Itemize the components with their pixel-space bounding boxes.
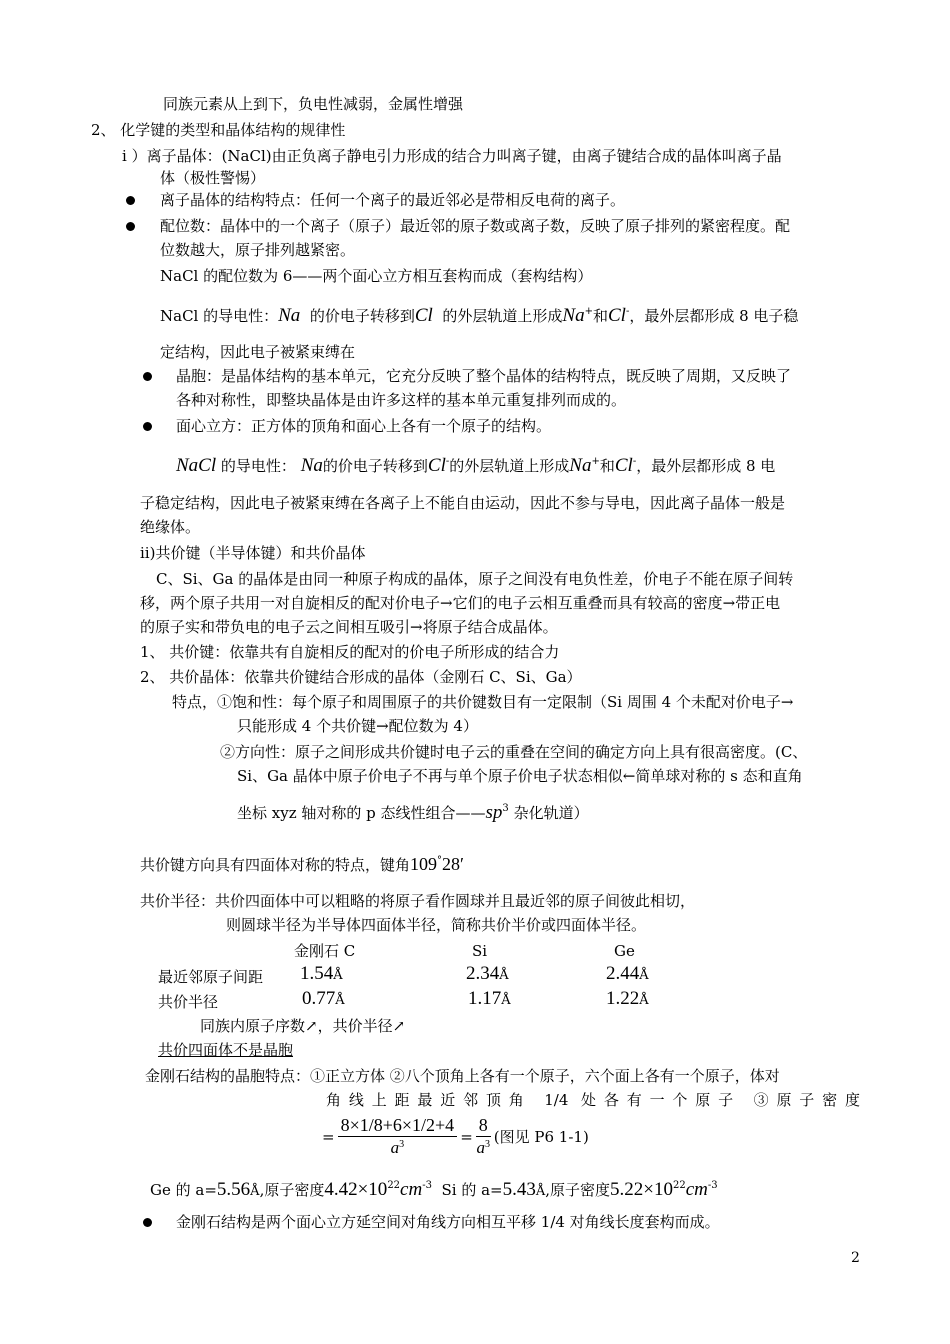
superscript: -3 <box>707 1180 718 1191</box>
text: ①正立方体 ②八个顶角上各有一个原子，六个面上各有一个原子，体对 <box>310 1067 780 1085</box>
value: 4.42×10 <box>324 1179 388 1200</box>
symbol-nacl: NaCl <box>176 455 217 476</box>
text: NaCl 的导电性： <box>160 307 279 325</box>
table-cell <box>302 988 345 1012</box>
angle-line <box>140 854 464 878</box>
bullet-text: 晶胞：是晶体结构的基本单元，它充分反映了整个晶体的结构特点，既反映了周期，又反映了 <box>176 367 792 385</box>
text-line: 同族内原子序数↗，共价半径↗ <box>200 1017 406 1035</box>
bullet-icon <box>143 1218 152 1227</box>
var-a: a <box>476 1138 486 1157</box>
text: 和 <box>599 457 615 475</box>
text: ,原子密度 <box>545 1181 611 1199</box>
text: 的导电性： <box>220 457 296 475</box>
superscript: - <box>625 306 630 317</box>
symbol-na: Na <box>278 305 301 326</box>
section-heading: 2、 化学键的类型和晶体结构的规律性 <box>91 121 346 139</box>
see-figure: (图见 P6 1-1) <box>493 1128 589 1146</box>
formula-line <box>176 456 775 479</box>
value: 5.56 <box>216 1179 251 1200</box>
value: 1.22 <box>606 988 640 1009</box>
text: 的价电子转移到 <box>309 307 415 325</box>
bullet-text-cont: 位数越大，原子排列越紧密。 <box>160 241 356 259</box>
text: 的外层轨道上形成 <box>442 307 563 325</box>
equals: = <box>460 1128 473 1146</box>
bullet-text: 金刚石结构是两个面心立方延空间对角线方向相互平移 1/4 对角线长度套构而成。 <box>176 1213 720 1231</box>
bullet-icon <box>126 196 135 205</box>
value: 2.44 <box>606 963 640 984</box>
unit: Å <box>499 968 509 983</box>
feature-line: 特点，①饱和性：每个原子和周围原子的共价键数目有一定限制（Si 周围 4 个未配对价电子→ <box>172 693 794 711</box>
superscript: + <box>584 306 593 317</box>
underlined-note: 共价四面体不是晶胞 <box>158 1041 294 1059</box>
table-cell <box>300 963 343 987</box>
table-col-header: Si <box>472 942 488 960</box>
symbol-cl: Cl <box>427 455 446 476</box>
density-formula <box>322 1114 589 1162</box>
denominator <box>476 1137 491 1162</box>
table-cell <box>606 988 649 1012</box>
bullet-icon <box>143 372 152 381</box>
text: Si 的 a= <box>441 1181 503 1199</box>
text: 坐标 xyz 轴对称的 p 态线性组合—— <box>237 804 486 822</box>
text-line: 角线上距最近邻顶角 1/4 处各有一个原子 ③原子密度 <box>326 1091 860 1109</box>
fraction <box>476 1114 491 1162</box>
table-cell <box>468 988 511 1012</box>
value: 5.22×10 <box>610 1179 674 1200</box>
text-line <box>145 1066 780 1086</box>
bullet-text-cont: 各种对称性，即整块晶体是由许多这样的基本单元重复排列而成的。 <box>176 391 627 409</box>
bullet-icon <box>143 422 152 431</box>
value: 2.34 <box>466 963 500 984</box>
text: ,原子密度 <box>259 1181 325 1199</box>
value: 1.17 <box>468 988 502 1009</box>
symbol-cl: Cl <box>414 305 433 326</box>
table-cell <box>606 963 649 987</box>
value: 0.77 <box>302 988 336 1009</box>
degree-mark: ° <box>437 855 443 866</box>
table-row-label: 最近邻原子间距 <box>158 968 264 986</box>
table-col-header: Ge <box>614 942 635 960</box>
unit: Å <box>250 1184 260 1199</box>
paragraph-line: 的原子实和带负电的电子云之间相互吸引→将原子结合成晶体。 <box>140 618 558 636</box>
unit: Å <box>639 993 649 1008</box>
page-number: 2 <box>851 1250 860 1266</box>
text: 的外层轨道上形成 <box>449 457 570 475</box>
symbol-sp: sp <box>485 802 503 823</box>
bullet-icon <box>126 222 135 231</box>
symbol-na: Na <box>300 455 323 476</box>
unit: cm <box>685 1179 708 1200</box>
table-row-label: 共价半径 <box>158 993 219 1011</box>
feature-line: ②方向性：原子之间形成共价键时电子云的重叠在空间的确定方向上具有很高密度。(C、 <box>220 743 808 761</box>
superscript: 3 <box>485 1139 491 1150</box>
bullet-text: 面心立方：正方体的顶角和面心上各有一个原子的结构。 <box>176 417 552 435</box>
text-line: 则圆球半径为半导体四面体半径，简称共价半价或四面体半径。 <box>226 916 647 934</box>
symbol-cl: Cl <box>614 455 633 476</box>
text-line: 定结构，因此电子被紧束缚在 <box>160 343 356 361</box>
numerator: 8×1/8+6×1/2+4 <box>338 1114 458 1137</box>
ionic-title: i ）离子晶体：(NaCl)由正负离子静电引力形成的结合力叫离子键，由离子键结合成的晶体叫离子晶 <box>122 147 782 165</box>
text: 金刚石结构的晶胞特点： <box>145 1067 311 1085</box>
value: 1.54 <box>300 963 334 984</box>
text: Ge 的 a= <box>150 1181 217 1199</box>
superscript: - <box>632 456 637 467</box>
text: 和 <box>592 307 608 325</box>
text: ，最外层都形成 8 电 <box>636 457 776 475</box>
definition-line: 2、 共价晶体：依靠共价键结合形成的晶体（金刚石 C、Si、Ga） <box>140 668 582 686</box>
angle-value: 109 <box>410 854 438 874</box>
unit: cm <box>400 1179 423 1200</box>
superscript: 3 <box>399 1139 405 1150</box>
value: 5.43 <box>502 1179 536 1200</box>
fraction <box>338 1114 458 1162</box>
superscript: -3 <box>422 1180 432 1191</box>
bullet-text: 离子晶体的结构特点：任何一个离子的最近邻必是带相反电荷的离子。 <box>160 191 626 209</box>
text: 共价键方向具有四面体对称的特点，键角 <box>140 856 411 874</box>
var-a: a <box>390 1138 400 1157</box>
symbol-na: Na <box>569 455 592 476</box>
unit: Å <box>639 968 649 983</box>
symbol-cl: Cl <box>607 305 626 326</box>
ionic-title-cont: 体（极性警惕） <box>160 169 266 187</box>
unit: Å <box>335 993 345 1008</box>
density-line <box>150 1180 718 1203</box>
text: 的价电子转移到 <box>322 457 428 475</box>
unit: Å <box>501 993 511 1008</box>
unit: Å <box>535 1184 546 1199</box>
definition-line: 1、 共价键：依靠共有自旋相反的配对的价电子所形成的结合力 <box>140 643 560 661</box>
superscript: - <box>445 456 450 467</box>
superscript: 22 <box>387 1180 401 1191</box>
feature-line-cont: 只能形成 4 个共价键→配位数为 4） <box>237 717 478 735</box>
feature-line-cont <box>237 803 589 826</box>
text-line: NaCl 的配位数为 6——两个面心立方相互套构而成（套构结构） <box>160 267 593 285</box>
unit: Å <box>333 968 343 983</box>
text: ，最外层都形成 8 电子稳 <box>629 307 799 325</box>
paragraph-line: C、Si、Ga 的晶体是由同一种原子构成的晶体，原子之间没有电负性差，价电子不能在原子间转 <box>156 570 794 588</box>
section-subheading: ⅱ)共价键（半导体键）和共价晶体 <box>140 544 366 562</box>
equals: = <box>322 1128 335 1146</box>
text-line: 子稳定结构，因此电子被紧束缚在各离子上不能自由运动，因此不参与导电，因此离子晶体一般是 <box>140 494 786 512</box>
symbol-na: Na <box>562 305 585 326</box>
table-col-header: 金刚石 C <box>294 942 356 960</box>
text-line: 同族元素从上到下，负电性减弱，金属性增强 <box>163 95 464 113</box>
superscript: 3 <box>502 803 509 814</box>
formula-line <box>160 306 798 329</box>
table-cell <box>466 963 509 987</box>
superscript: + <box>591 456 600 467</box>
bullet-text: 配位数：晶体中的一个离子（原子）最近邻的原子数或离子数，反映了原子排列的紧密程度。配 <box>160 217 791 235</box>
superscript: 22 <box>673 1180 686 1191</box>
text: 杂化轨道） <box>513 804 589 822</box>
denominator <box>338 1137 458 1162</box>
paragraph-line: 移，两个原子共用一对自旋相反的配对价电子→它们的电子云相互重叠而具有较高的密度→带正电 <box>140 594 781 612</box>
text-line: 绝缘体。 <box>140 518 201 536</box>
angle-minutes: 28′ <box>442 854 464 874</box>
text-line: 共价半径：共价四面体中可以粗略的将原子看作圆球并且最近邻的原子间彼此相切， <box>140 892 696 910</box>
feature-line-cont: Si、Ga 晶体中原子价电子不再与单个原子价电子状态相似←简单球对称的 s 态和直角 <box>237 767 803 785</box>
numerator: 8 <box>476 1114 491 1137</box>
